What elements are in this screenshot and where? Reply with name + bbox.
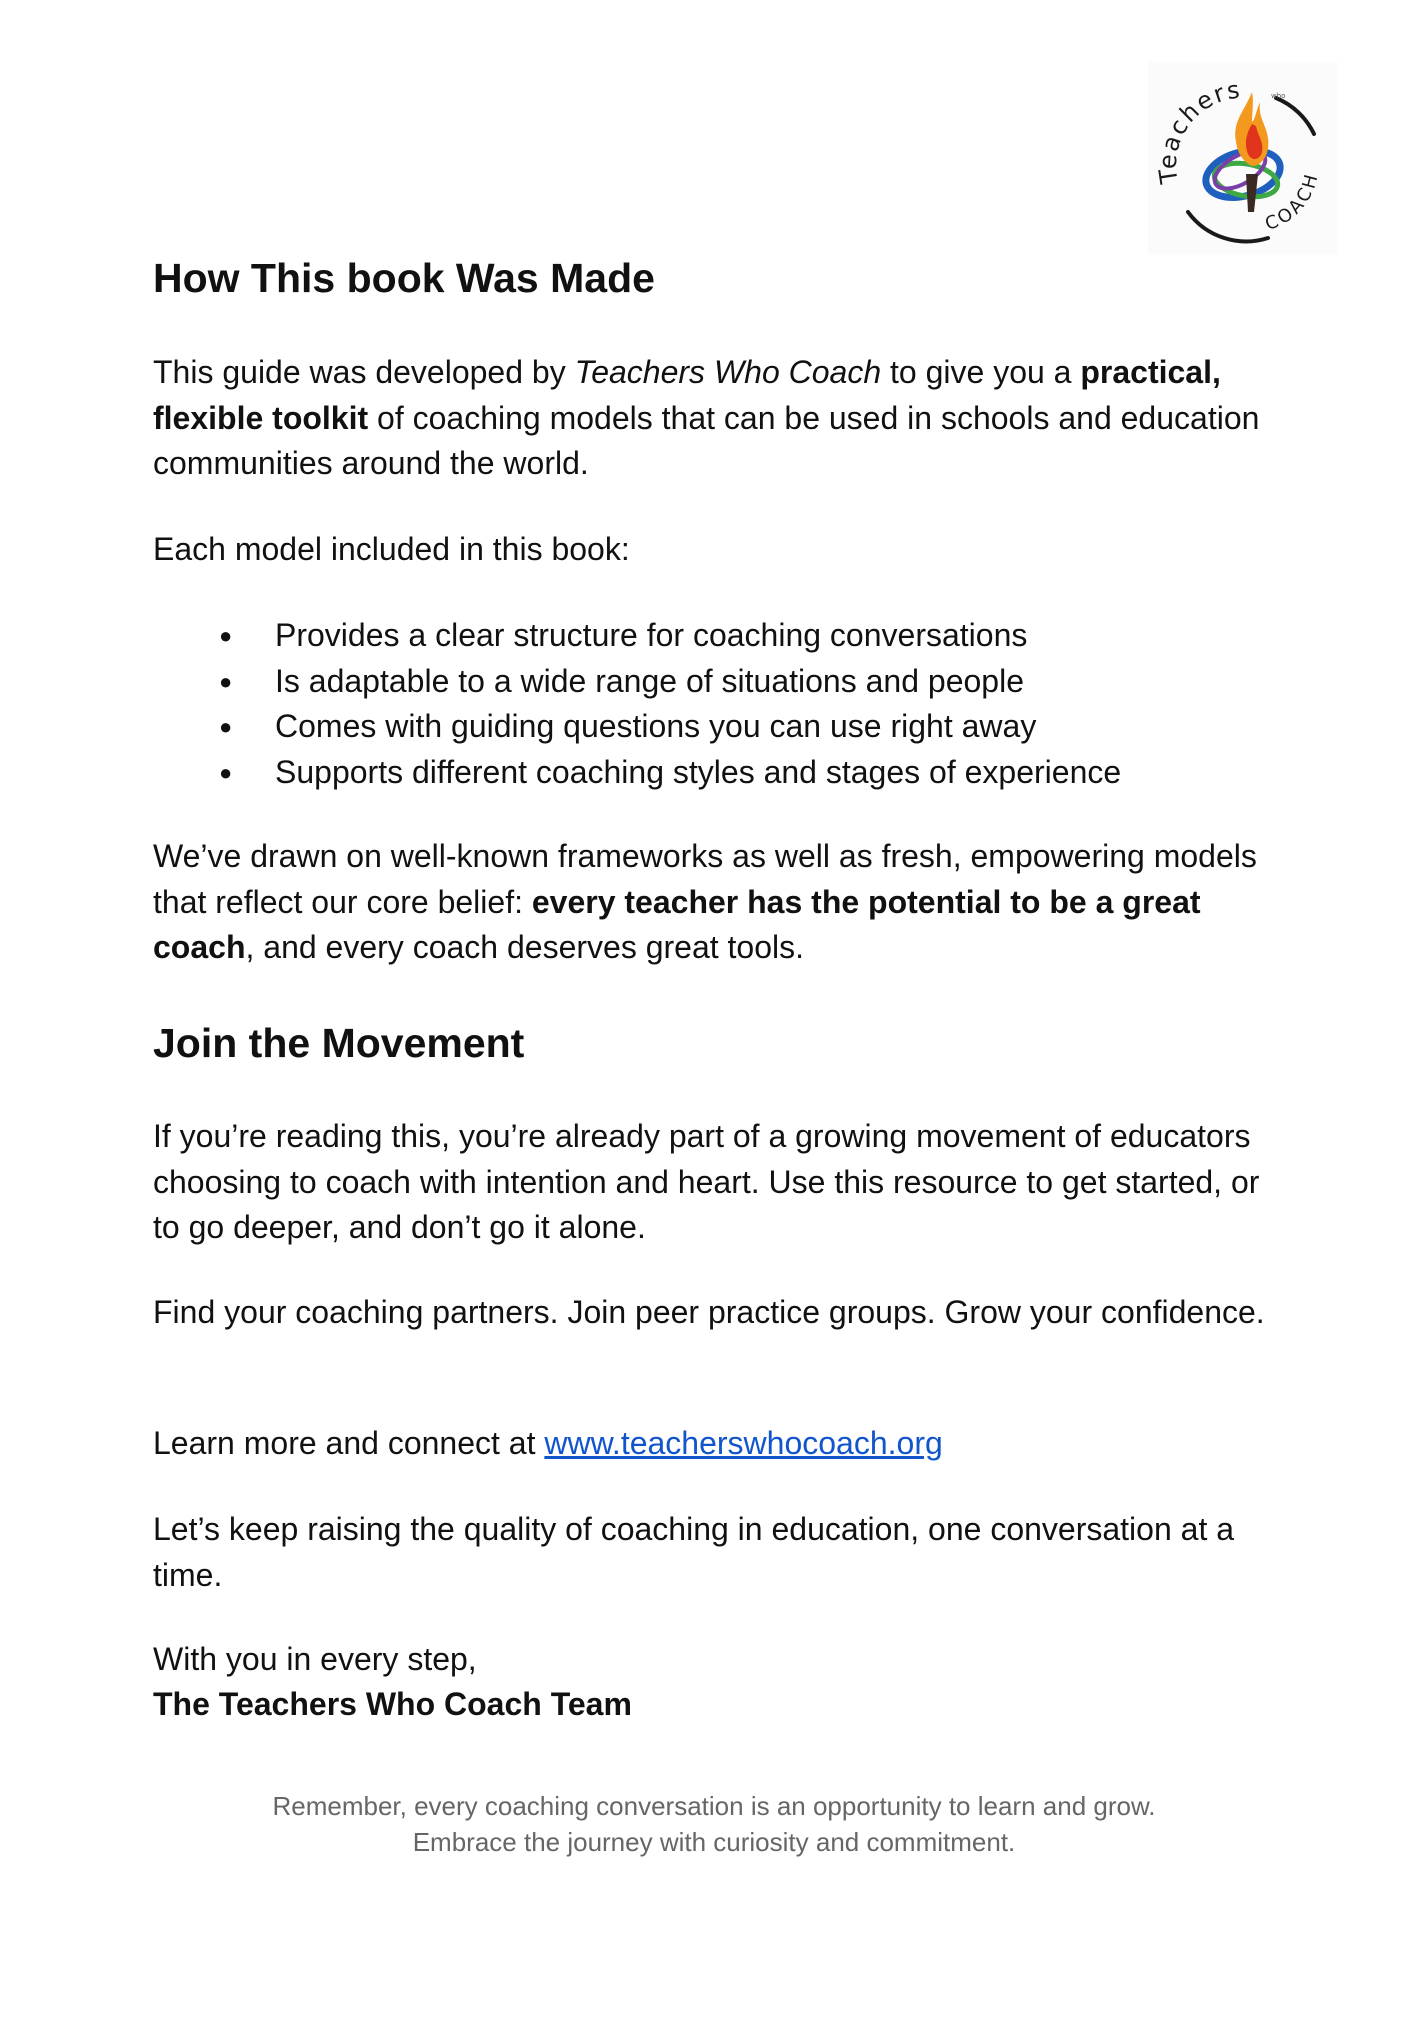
footer-line-1: Remember, every coaching conversation is an opportunity to learn and grow. [272, 1791, 1156, 1821]
list-item: ● Supports different coaching styles and stages of experience [153, 750, 1253, 796]
logo-text-teachers: Teachers [1153, 75, 1244, 186]
model-features-list [153, 613, 1253, 795]
bullet-icon: ● [219, 759, 233, 785]
teachers-who-coach-logo [1148, 62, 1338, 254]
footer-line-2: Embrace the journey with curiosity and commitment. [412, 1827, 1016, 1857]
logo-text-who: who [1271, 92, 1286, 100]
connect-paragraph: Learn more and connect at www.teacherswhocoach.org [153, 1425, 943, 1461]
heading-how-this-book-was-made: How This book Was Made [153, 255, 655, 301]
footer [0, 1788, 1428, 1860]
website-link[interactable]: www.teacherswhocoach.org [544, 1425, 943, 1461]
heading-join-the-movement: Join the Movement [153, 1020, 525, 1066]
quality-paragraph: Let’s keep raising the quality of coaching in education, one conversation at a time. [153, 1511, 1235, 1593]
list-item: ● Comes with guiding questions you can use right away [153, 704, 1253, 750]
list-item: ● Is adaptable to a wide range of situations and people [153, 659, 1253, 705]
logo-text-coach: COACH [1262, 169, 1324, 236]
movement-paragraph: If you’re reading this, you’re already part of a growing movement of educators choosing to coach with intention and heart. Use this resource to get started, or to go deeper, and don’t go it alone. [153, 1118, 1260, 1245]
core-belief-paragraph: We’ve drawn on well-known frameworks as well as fresh, empowering models that reflect our core belief: every teacher has the potential to be a great coach, and every coach deserves great tools. [153, 838, 1257, 965]
bullet-icon: ● [219, 668, 233, 694]
signature-text: The Teachers Who Coach Team [153, 1686, 632, 1722]
bullet-icon: ● [219, 714, 233, 739]
list-item: ● Provides a clear structure for coaching conversations [153, 613, 1253, 659]
intro-paragraph: This guide was developed by Teachers Who Coach to give you a practical, flexible toolkit of coaching models that can be used in schools and education communities around the world. [153, 354, 1260, 481]
partners-paragraph: Find your coaching partners. Join peer practice groups. Grow your confidence. [153, 1294, 1265, 1330]
bullet-icon: ● [219, 623, 233, 648]
signoff-text: With you in every step, [153, 1641, 477, 1677]
list-intro-paragraph: Each model included in this book: [153, 531, 630, 567]
